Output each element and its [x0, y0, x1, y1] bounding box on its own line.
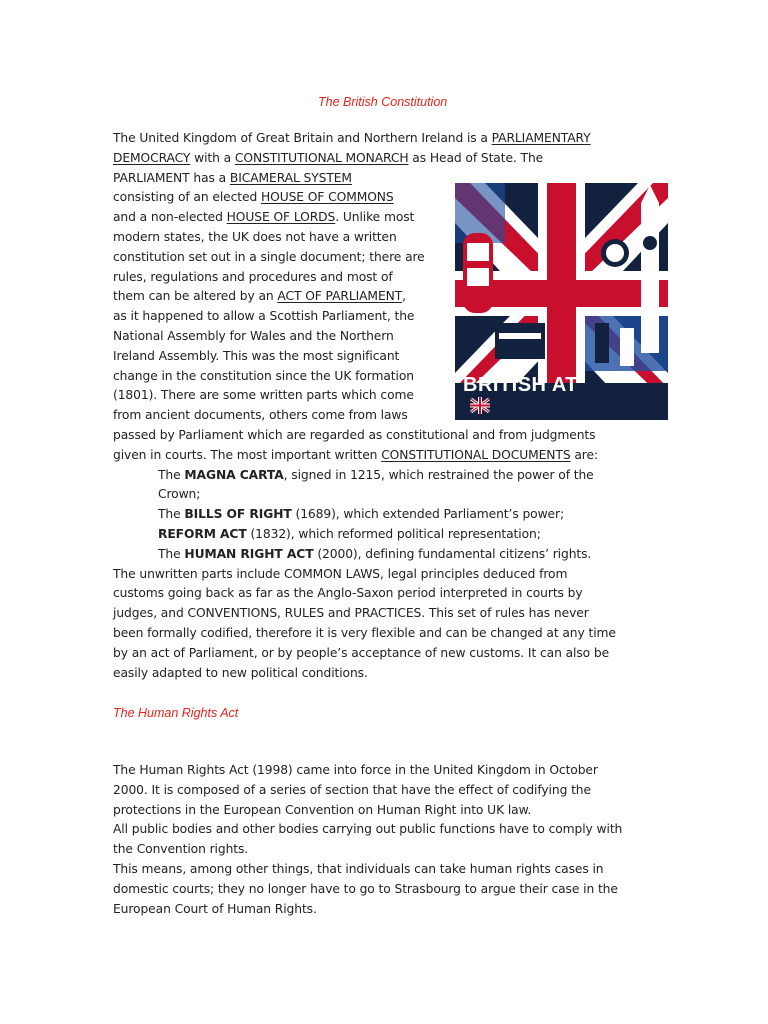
key-term: HOUSE OF LORDS [226, 210, 336, 225]
text-line: domestic courts; they no longer have to go to Strasbourg to argue their case in the [113, 881, 618, 896]
text-line: National Assembly for Wales and the Northern [113, 328, 394, 343]
text-line: Crown; [158, 487, 201, 502]
document-name: HUMAN RIGHT ACT [184, 546, 314, 561]
text-line: constitution set out in a single document; there are [113, 249, 425, 264]
text-line: modern states, the UK does not have a written [113, 229, 397, 244]
document-name: MAGNA CARTA [184, 467, 284, 482]
text-line: judges, and CONVENTIONS, RULES and PRACTICES. This set of rules has never [113, 606, 589, 621]
human-rights-paragraph [113, 761, 653, 919]
text-line: Ireland Assembly. This was the most significant [113, 348, 400, 363]
text-line: The Human Rights Act (1998) came into force in the United Kingdom in October [113, 763, 598, 777]
text-line: given in courts. The most important written CONSTITUTIONAL DOCUMENTS are: [113, 447, 598, 462]
text-line: from ancient documents, others come from laws [113, 408, 408, 423]
constitutional-document-item: The MAGNA CARTA, signed in 1215, which restrained the power of the [158, 467, 594, 482]
text-line: rules, regulations and procedures and most of [113, 269, 393, 284]
text-line: them can be altered by an ACT OF PARLIAMENT, [113, 289, 406, 304]
text-line: easily adapted to new political conditions. [113, 665, 368, 680]
text-line: consisting of an elected HOUSE OF COMMONS [113, 190, 394, 205]
text-line: passed by Parliament which are regarded as constitutional and from judgments [113, 427, 596, 442]
text-line: by an act of Parliament, or by people’s acceptance of new customs. It can also be [113, 645, 610, 660]
key-term: BICAMERAL SYSTEM [229, 170, 352, 185]
constitutional-document-item: The BILLS OF RIGHT (1689), which extended Parliament’s power; [158, 507, 564, 522]
text-line: (1801). There are some written parts which come [113, 388, 414, 403]
text-line: The United Kingdom of Great Britain and Northern Ireland is a PARLIAMENTARY [113, 131, 591, 145]
text-line: the Convention rights. [113, 842, 249, 857]
key-term: DEMOCRACY [113, 150, 191, 165]
text-line: and a non-elected HOUSE OF LORDS. Unlike most [113, 210, 415, 225]
text-line: This means, among other things, that individuals can take human rights cases in [113, 861, 604, 876]
text-line: 2000. It is composed of a series of section that have the effect of codifying the [113, 782, 591, 797]
text-line: European Court of Human Rights. [113, 901, 317, 916]
constitutional-document-item: REFORM ACT (1832), which reformed political representation; [158, 526, 541, 541]
constitutional-document-item: The HUMAN RIGHT ACT (2000), defining fundamental citizens’ rights. [158, 546, 592, 561]
text-line: The unwritten parts include COMMON LAWS, legal principles deduced from [113, 566, 568, 581]
key-term: PARLIAMENTARY [491, 131, 591, 145]
text-line: DEMOCRACY with a CONSTITUTIONAL MONARCH as Head of State. The [113, 150, 544, 165]
section-title-british-constitution: The British Constitution [318, 95, 448, 109]
section-title-human-rights-act: The Human Rights Act [113, 706, 239, 720]
text-line: All public bodies and other bodies carrying out public functions have to comply with [113, 822, 623, 837]
british-art-poster-image [455, 183, 668, 420]
text-line: been formally codified, therefore it is very flexible and can be changed at any time [113, 625, 616, 640]
union-jack-flag-icon [467, 397, 493, 414]
key-term: CONSTITUTIONAL MONARCH [234, 150, 409, 165]
document-name: REFORM ACT [158, 526, 247, 541]
poster-caption [463, 374, 578, 414]
key-term: ACT OF PARLIAMENT [277, 289, 403, 304]
poster-caption-text: BRITISH AT [463, 374, 578, 396]
document-name: BILLS OF RIGHT [184, 507, 292, 522]
key-term: CONSTITUTIONAL DOCUMENTS [381, 447, 571, 462]
text-line: protections in the European Convention on Human Right into UK law. [113, 802, 532, 817]
text-line: PARLIAMENT has a BICAMERAL SYSTEM [113, 170, 352, 185]
key-term: HOUSE OF COMMONS [260, 190, 394, 205]
text-line: as it happened to allow a Scottish Parliament, the [113, 309, 415, 324]
text-line: customs going back as far as the Anglo-Saxon period interpreted in courts by [113, 586, 583, 601]
text-line: change in the constitution since the UK formation [113, 368, 414, 383]
